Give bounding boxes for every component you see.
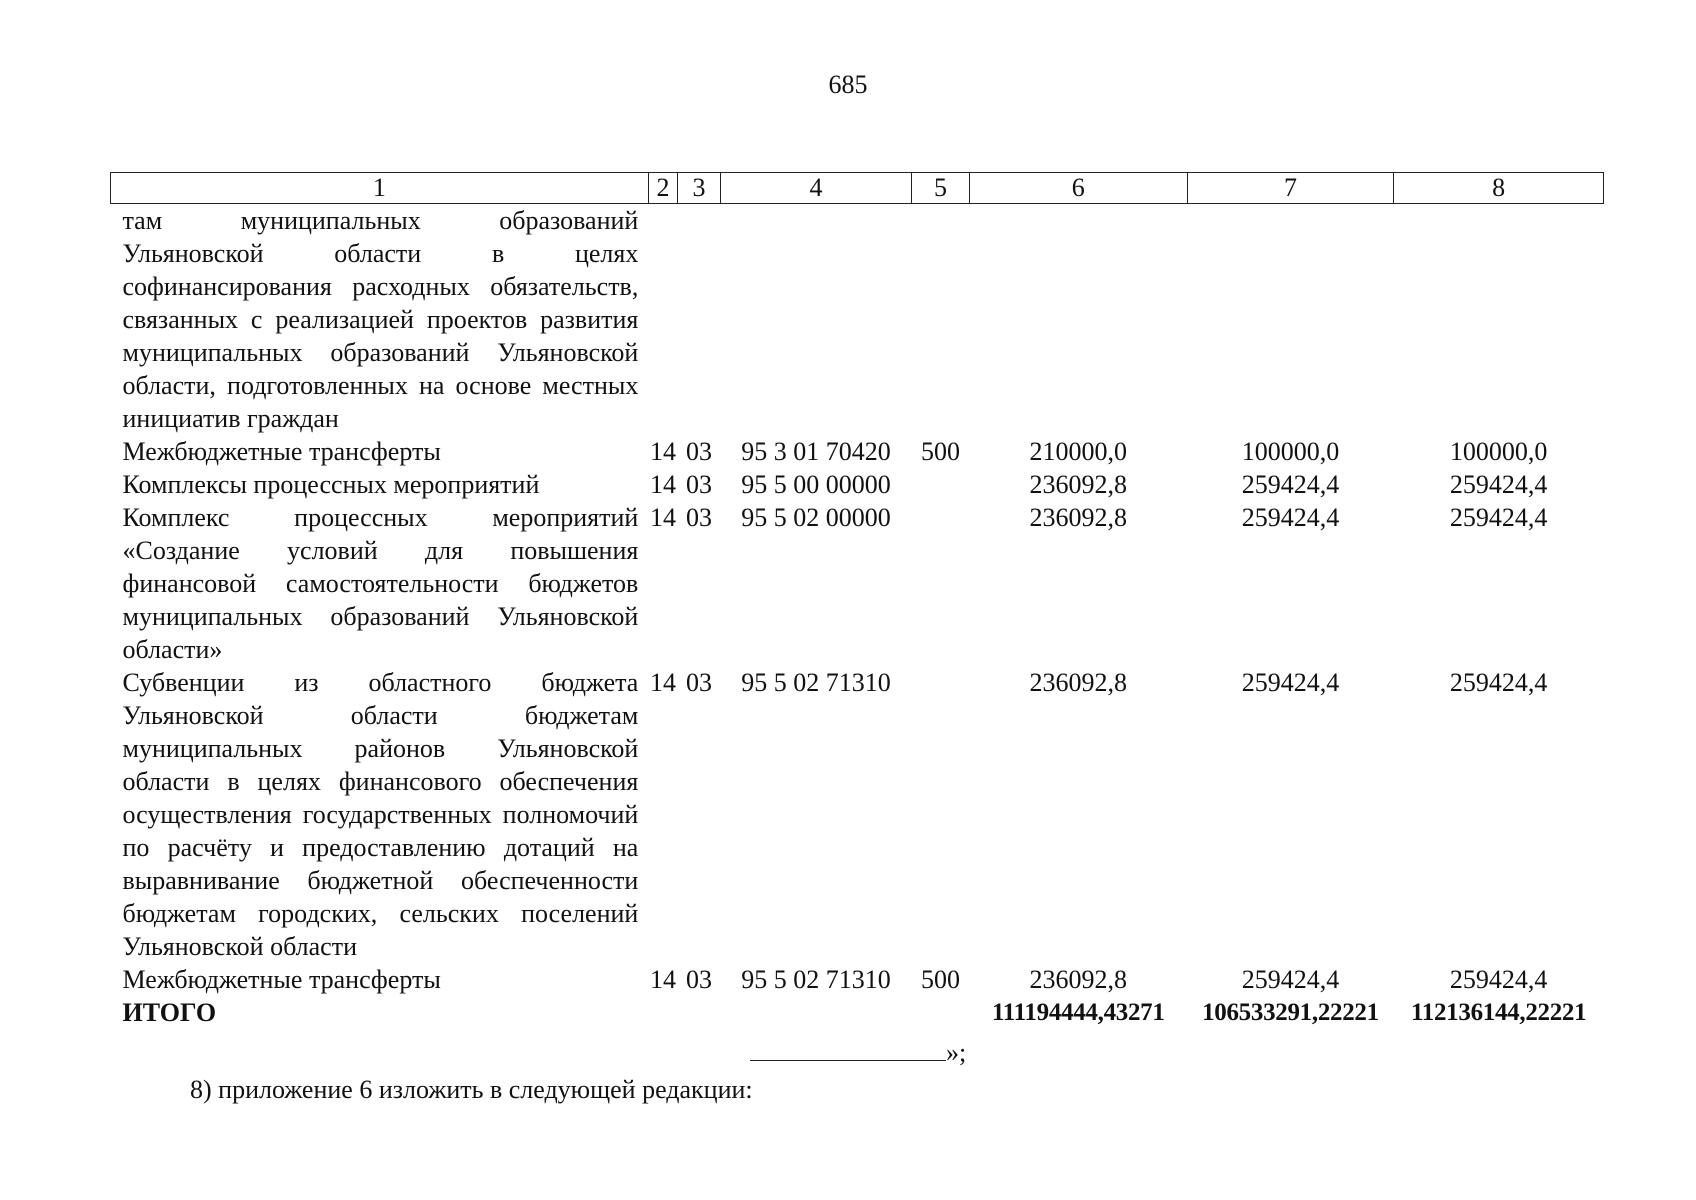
row-section: 14 — [650, 668, 677, 697]
row-amount-7: 259424,4 — [1241, 503, 1340, 532]
budget-table — [110, 172, 1604, 1029]
total-label: ИТОГО — [122, 998, 217, 1027]
table-header — [111, 173, 1604, 204]
amendment-instruction: 8) приложение 6 изложить в следующей редакции: — [190, 1075, 753, 1104]
row-name: Комплексы процессных мероприятий — [122, 470, 540, 499]
row-amount-6: 236092,8 — [1029, 965, 1128, 994]
row-expense-type — [912, 501, 970, 666]
total-amount-6: 111194444,43271 — [991, 999, 1165, 1026]
row-subsection — [678, 204, 721, 436]
row-amount-7: 100000,0 — [1241, 437, 1340, 466]
row-subsection: 03 — [685, 965, 712, 994]
header-col-4: 4 — [720, 173, 911, 204]
row-amount-8 — [1394, 204, 1604, 436]
total-amount-7: 106533291,22221 — [1202, 999, 1379, 1026]
row-amount-6 — [969, 204, 1187, 436]
row-expense-type: 500 — [921, 437, 961, 466]
row-amount-7 — [1187, 204, 1394, 436]
row-amount-8: 259424,4 — [1449, 668, 1548, 697]
row-amount-6: 210000,0 — [1029, 437, 1128, 466]
row-name: там муниципальных образований Ульяновской области в целях софинансирования расходных обязательств, связанных с реализацией проектов развития муниципальных образований Ульяновской области, подготовленных на основе местных инициатив граждан — [122, 206, 639, 433]
closing-rule — [750, 1040, 946, 1061]
row-amount-7: 259424,4 — [1241, 965, 1340, 994]
row-amount-8: 259424,4 — [1449, 965, 1548, 994]
header-col-8: 8 — [1394, 173, 1604, 204]
row-amount-6: 236092,8 — [1029, 470, 1128, 499]
header-row — [111, 173, 1604, 204]
row-name: Субвенции из областного бюджета Ульяновской области бюджетам муниципальных районов Ульяновской области в целях финансового обеспечения осуществления государственных полномочий по расчёту и предоставлению дотаций на выравнивание бюджетной обеспеченности бюджетам городских, сельских поселений Ульяновской области — [122, 668, 639, 961]
total-amount-8: 112136144,22221 — [1410, 999, 1587, 1026]
table-row — [111, 963, 1604, 996]
row-target-article: 95 3 01 70420 — [741, 437, 891, 466]
header-col-1: 1 — [111, 173, 649, 204]
header-col-2: 2 — [648, 173, 677, 204]
row-section — [648, 204, 677, 436]
row-target-article: 95 5 02 71310 — [741, 668, 891, 697]
closing-quote: »; — [946, 1038, 967, 1067]
row-amount-8: 259424,4 — [1449, 470, 1548, 499]
row-amount-8: 259424,4 — [1449, 503, 1548, 532]
total-row — [111, 996, 1604, 1029]
row-section: 14 — [650, 437, 677, 466]
row-expense-type — [912, 468, 970, 501]
row-amount-7: 259424,4 — [1241, 470, 1340, 499]
table-body — [111, 204, 1604, 1030]
table-row — [111, 468, 1604, 501]
table-row — [111, 501, 1604, 666]
row-section: 14 — [650, 470, 677, 499]
row-subsection: 03 — [685, 503, 712, 532]
header-col-5: 5 — [912, 173, 970, 204]
row-target-article: 95 5 00 00000 — [741, 470, 891, 499]
row-name: Межбюджетные трансферты — [122, 437, 441, 466]
table-row — [111, 204, 1604, 436]
row-subsection: 03 — [685, 668, 712, 697]
row-expense-type — [912, 204, 970, 436]
table-row — [111, 435, 1604, 468]
header-col-7: 7 — [1187, 173, 1394, 204]
row-name: Комплекс процессных мероприятий «Создание условий для повышения финансовой самостоятельности бюджетов муниципальных образований Ульяновской области» — [122, 503, 639, 664]
row-target-article — [720, 204, 911, 436]
row-target-article: 95 5 02 71310 — [741, 965, 891, 994]
row-amount-6: 236092,8 — [1029, 668, 1128, 697]
header-col-6: 6 — [969, 173, 1187, 204]
row-section: 14 — [650, 503, 677, 532]
row-amount-8: 100000,0 — [1449, 437, 1548, 466]
row-name: Межбюджетные трансферты — [122, 965, 441, 994]
row-subsection: 03 — [685, 470, 712, 499]
header-col-3: 3 — [678, 173, 721, 204]
page-number: 685 — [828, 70, 868, 99]
row-amount-7: 259424,4 — [1241, 668, 1340, 697]
row-target-article: 95 5 02 00000 — [741, 503, 891, 532]
table-row — [111, 666, 1604, 963]
row-subsection: 03 — [685, 437, 712, 466]
closing-line — [750, 1038, 966, 1068]
row-amount-6: 236092,8 — [1029, 503, 1128, 532]
row-section: 14 — [650, 965, 677, 994]
row-expense-type: 500 — [921, 965, 961, 994]
row-expense-type — [912, 666, 970, 963]
